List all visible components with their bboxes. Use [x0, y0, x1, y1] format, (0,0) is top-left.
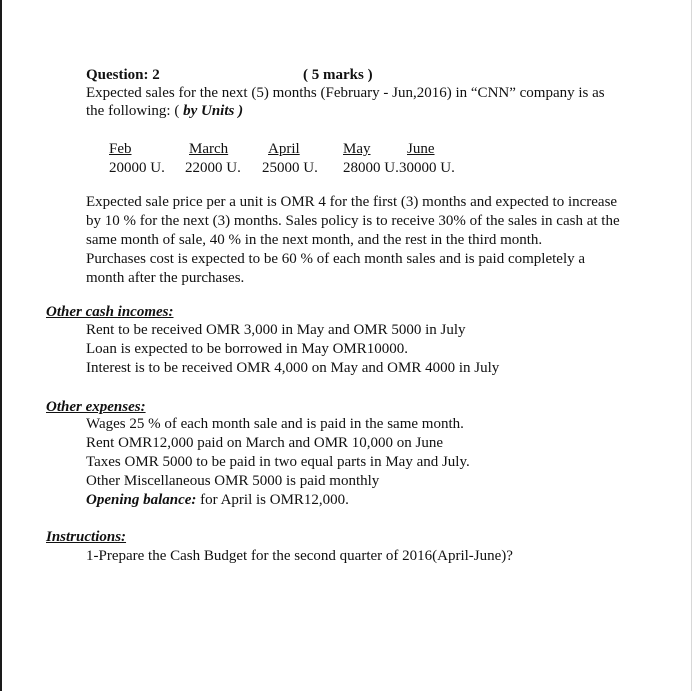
list-item: Rent OMR12,000 paid on March and OMR 10,000 on June [86, 435, 444, 451]
paragraph-line: Purchases cost is expected to be 60 % of each month sales and is paid completely a [86, 251, 586, 267]
question-line-2-prefix: the following: ( [86, 103, 180, 119]
question-label: Question: 2 [86, 67, 160, 83]
month-name: April [268, 141, 300, 157]
month-column-may [343, 140, 399, 178]
month-name: June [407, 141, 435, 157]
month-column-feb [109, 140, 165, 178]
month-column-june [399, 140, 455, 178]
month-units: 22000 U. [185, 160, 241, 176]
list-item: Rent to be received OMR 3,000 in May and OMR 5000 in July [86, 322, 466, 338]
month-units: 20000 U. [109, 160, 165, 176]
other-expenses-heading: Other expenses: [46, 399, 146, 415]
other-expenses-list [86, 415, 470, 510]
month-units: 30000 U. [399, 160, 455, 176]
monthly-sales-table [109, 140, 469, 180]
other-cash-incomes-list [86, 321, 499, 378]
opening-balance-line [86, 491, 470, 510]
question-line-2 [86, 102, 243, 121]
page-left-border [0, 0, 2, 691]
month-name: Feb [109, 141, 132, 157]
list-item: Loan is expected to be borrowed in May OMR10000. [86, 341, 409, 357]
instructions-item: 1-Prepare the Cash Budget for the second quarter of 2016(April-June)? [86, 548, 513, 564]
month-name: May [343, 141, 371, 157]
question-line-1: Expected sales for the next (5) months (February - Jun,2016) in “CNN” company is as [86, 85, 605, 101]
sales-policy-paragraph [86, 193, 620, 288]
paragraph-line: Expected sale price per a unit is OMR 4 for the first (3) months and expected to increase [86, 194, 618, 210]
month-units: 28000 U. [343, 160, 399, 176]
list-item: Taxes OMR 5000 to be paid in two equal parts in May and July. [86, 454, 470, 470]
instructions-heading: Instructions: [46, 529, 127, 545]
opening-balance-label: Opening balance: [86, 492, 197, 508]
other-cash-incomes-heading: Other cash incomes: [46, 304, 174, 320]
list-item: Wages 25 % of each month sale and is paid in the same month. [86, 416, 464, 432]
opening-balance-value: for April is OMR12,000. [196, 492, 349, 508]
page-right-border [691, 0, 692, 691]
question-line-2-emphasis: by Units ) [179, 103, 244, 119]
list-item: Other Miscellaneous OMR 5000 is paid monthly [86, 473, 380, 489]
month-column-march [185, 140, 241, 178]
month-units: 25000 U. [262, 160, 318, 176]
question-marks: ( 5 marks ) [303, 67, 373, 83]
paragraph-line: by 10 % for the next (3) months. Sales policy is to receive 30% of the sales in cash at the [86, 213, 620, 229]
list-item: Interest is to be received OMR 4,000 on May and OMR 4000 in July [86, 360, 500, 376]
month-name: March [189, 141, 229, 157]
paragraph-line: same month of sale, 40 % in the next month, and the rest in the third month. [86, 232, 543, 248]
month-column-april [262, 140, 318, 178]
paragraph-line: month after the purchases. [86, 270, 245, 286]
